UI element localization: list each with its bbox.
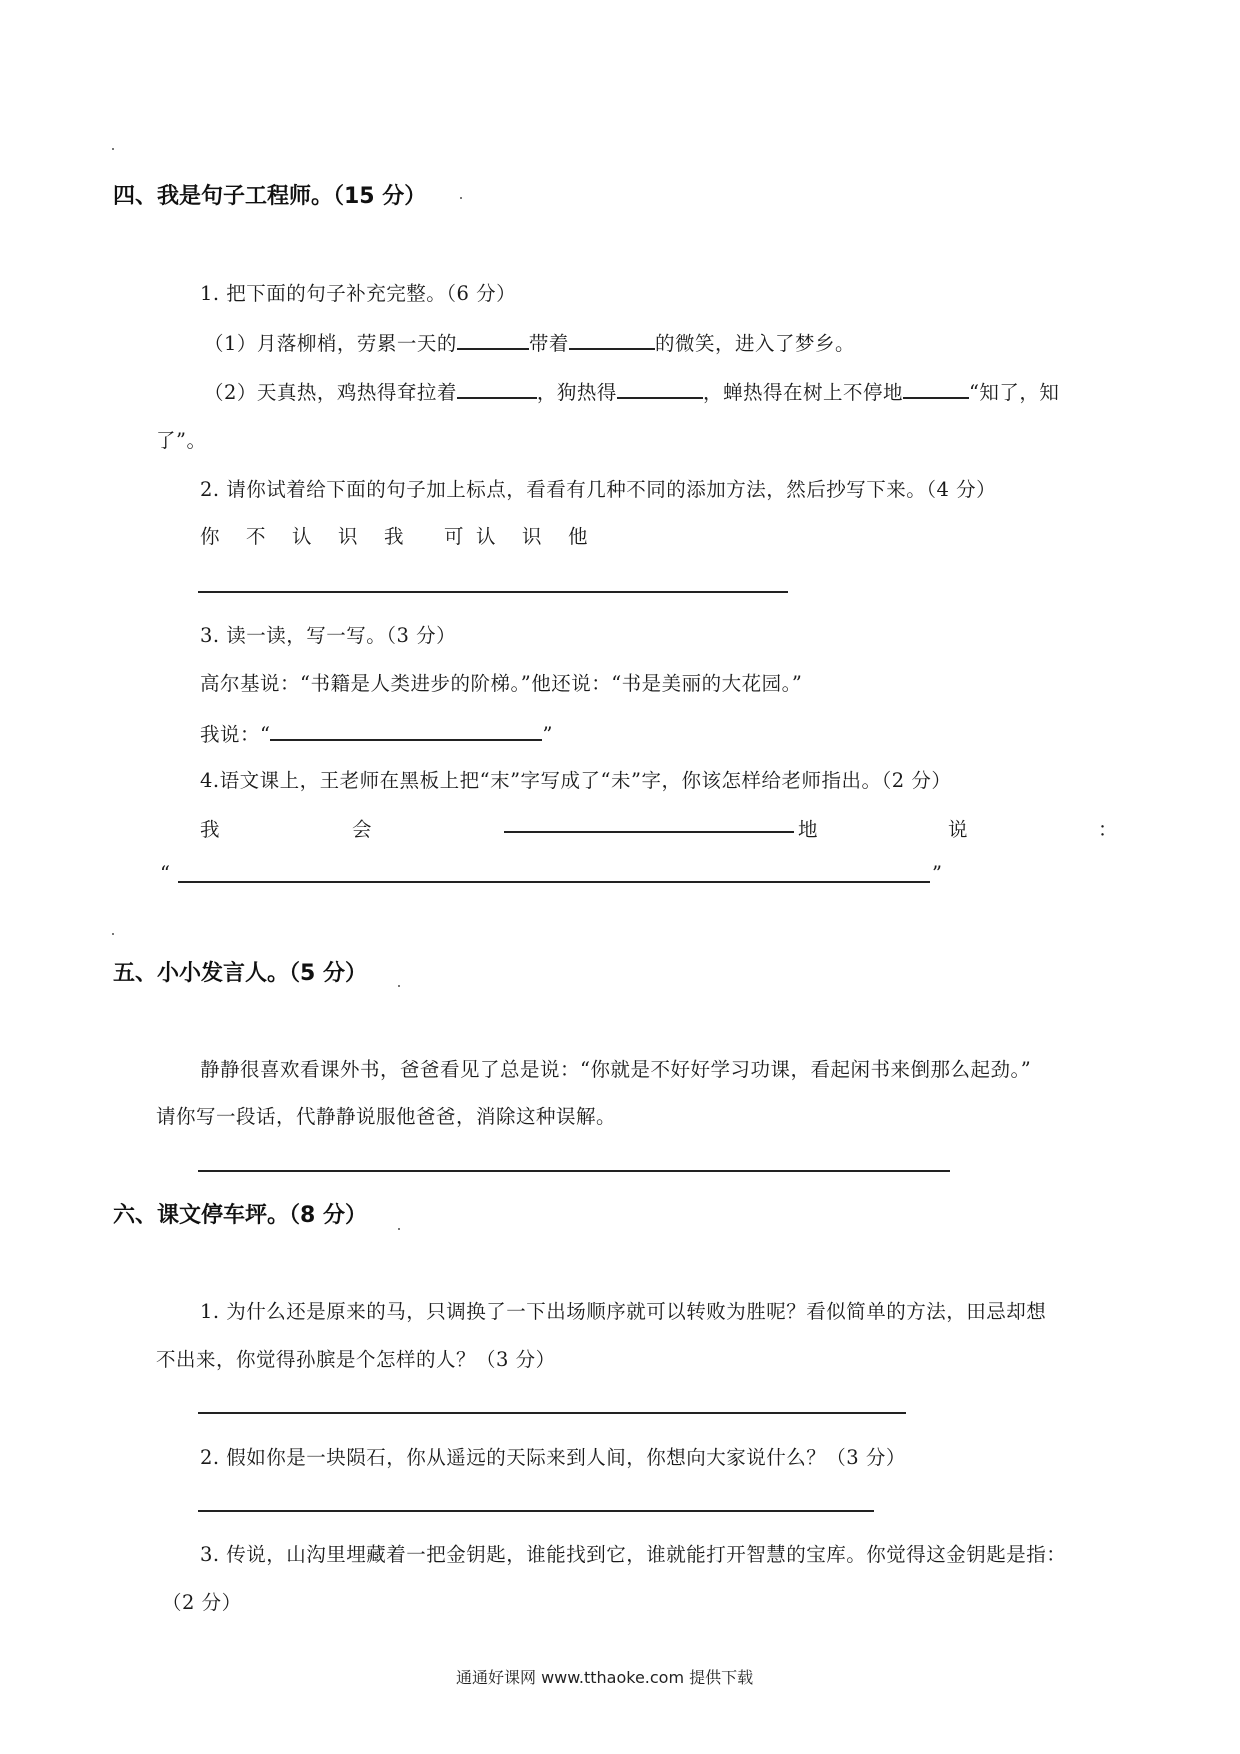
- q4-word-wo: 我: [200, 818, 221, 841]
- q2-char: 你: [200, 525, 221, 548]
- section-5-title: 五、小小发言人。（5 分）: [113, 961, 367, 986]
- q1-sentence-1: [204, 326, 855, 356]
- q2-char: 可: [444, 525, 465, 548]
- q1-sentence-2: [204, 375, 1059, 405]
- q1-s2-blank-3[interactable]: [903, 375, 969, 399]
- section-6-q2-answer-line[interactable]: [198, 1510, 874, 1512]
- section-6-title: 六、课文停车坪。（8 分）: [113, 1203, 367, 1228]
- q3-answer-row: [200, 717, 553, 747]
- q2-answer-line[interactable]: [198, 591, 788, 593]
- q1-s1-text-b: 带着: [528, 332, 569, 355]
- q1-prompt: 1. 把下面的句子补充完整。（6 分）: [200, 282, 517, 305]
- section-6-q1-line-1: 1. 为什么还是原来的马，只调换了一下出场顺序就可以转败为胜呢？看似简单的方法，田忌却想: [200, 1300, 1047, 1323]
- section-6-q2: 2. 假如你是一块陨石，你从遥远的天际来到人间，你想向大家说什么？（3 分）: [200, 1446, 906, 1469]
- section-5-paragraph-1: 静静很喜欢看课外书，爸爸看见了总是说：“你就是不好好学习功课，看起闲书来倒那么起劲。”: [200, 1058, 1032, 1081]
- section-6-q3-line-1: 3. 传说，山沟里埋藏着一把金钥匙，谁能找到它，谁就能打开智慧的宝库。你觉得这金钥匙是指：: [200, 1543, 1067, 1566]
- q1-s2-blank-1[interactable]: [457, 375, 537, 399]
- q1-s1-text-a: （1）月落柳梢，劳累一天的: [204, 332, 457, 355]
- scan-dot: [460, 197, 462, 199]
- q1-s2-text-a: （2）天真热，鸡热得耷拉着: [204, 381, 457, 404]
- q1-s2-text-d: “知了，知: [968, 381, 1060, 404]
- section-6-q3-line-2: （2 分）: [162, 1591, 242, 1614]
- q2-unpunctuated-sentence: [200, 521, 614, 549]
- section-4-title: 四、我是句子工程师。（15 分）: [113, 184, 427, 209]
- q2-char: 他: [568, 525, 589, 548]
- q3-close-quote: ”: [542, 723, 553, 746]
- section-5-paragraph-2: 请你写一段话，代静静说服他爸爸，消除这种误解。: [156, 1105, 617, 1128]
- q4-answer-line[interactable]: [178, 881, 930, 883]
- q2-char: 不: [246, 525, 267, 548]
- q4-open-quote: “: [160, 862, 171, 885]
- q4-colon: ：: [1098, 818, 1119, 841]
- q3-quote: 高尔基说：“书籍是人类进步的阶梯。”他还说：“书是美丽的大花园。”: [200, 672, 803, 695]
- q2-char: 认: [476, 525, 497, 548]
- q4-word-shuo: 说: [948, 818, 969, 841]
- scan-dot: [112, 933, 114, 935]
- scan-dot: [398, 1228, 400, 1230]
- footer-credit: 通通好课网 www.tthaoke.com 提供下载: [456, 1668, 754, 1687]
- q3-wo-shuo: 我说：“: [200, 723, 271, 746]
- q1-s2-blank-2[interactable]: [617, 375, 703, 399]
- q2-prompt: 2. 请你试着给下面的句子加上标点，看看有几种不同的添加方法，然后抄写下来。（4 分）: [200, 478, 997, 501]
- q1-s2-text-b: ，狗热得: [536, 381, 617, 404]
- q2-char: 识: [338, 525, 359, 548]
- q4-word-hui: 会: [352, 818, 373, 841]
- q4-close-quote: ”: [932, 862, 943, 885]
- section-6-q1-answer-line[interactable]: [198, 1412, 906, 1414]
- q1-s2-continued: 了”。: [156, 429, 207, 452]
- q1-s1-blank-1[interactable]: [457, 326, 529, 350]
- q3-prompt: 3. 读一读，写一写。（3 分）: [200, 624, 457, 647]
- q2-char: 我: [384, 525, 405, 548]
- section-5-answer-line[interactable]: [198, 1170, 950, 1172]
- section-6-q1-line-2: 不出来，你觉得孙膑是个怎样的人？（3 分）: [156, 1348, 556, 1371]
- q4-word-de: 地: [798, 818, 819, 841]
- q4-prompt: 4.语文课上，王老师在黑板上把“末”字写成了“未”字，你该怎样给老师指出。（2 分）: [200, 769, 952, 792]
- scan-dot: [112, 148, 114, 150]
- q2-char: 识: [522, 525, 543, 548]
- q1-s2-text-c: ，蝉热得在树上不停地: [702, 381, 903, 404]
- q4-manner-line[interactable]: [504, 831, 794, 833]
- scan-dot: [398, 985, 400, 987]
- q3-answer-blank[interactable]: [270, 717, 542, 741]
- q2-char: 认: [292, 525, 313, 548]
- q1-s1-blank-2[interactable]: [569, 326, 655, 350]
- q1-s1-text-c: 的微笑，进入了梦乡。: [654, 332, 855, 355]
